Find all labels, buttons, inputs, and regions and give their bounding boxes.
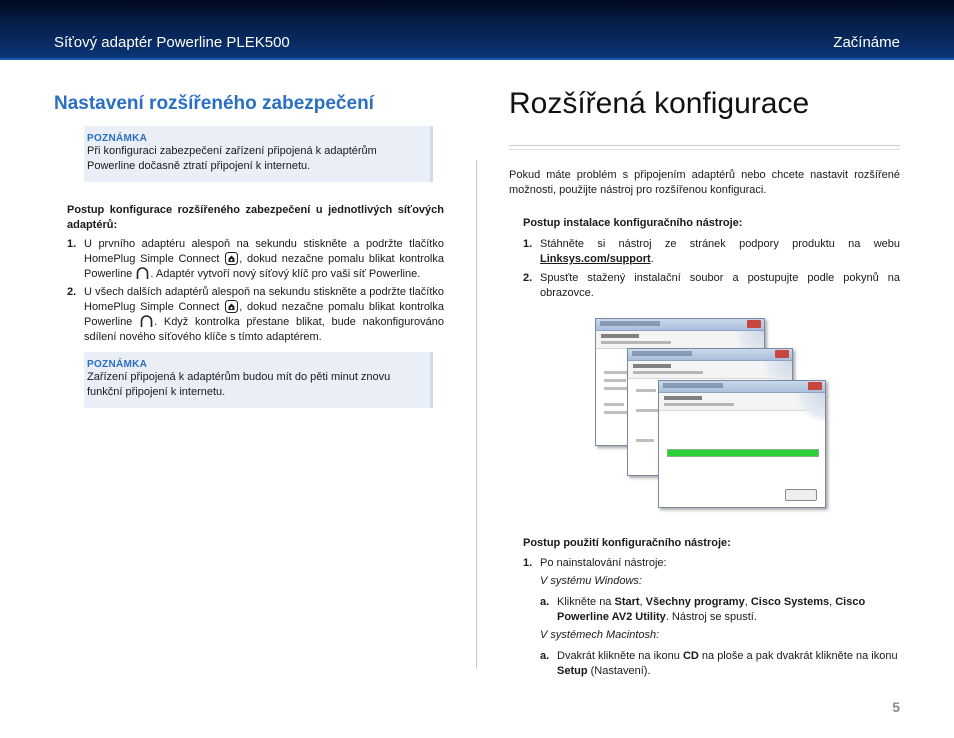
windows-label: V systému Windows: bbox=[540, 575, 642, 587]
sub-step-text: Dvakrát klikněte na ikonu CD na ploše a pak dvakrát klikněte na ikonu Setup (Nastavení). bbox=[557, 650, 898, 677]
powerline-light-icon bbox=[140, 315, 153, 328]
installer-screenshots bbox=[595, 318, 835, 514]
sub-list-item bbox=[540, 595, 900, 625]
procedure-title: Postup konfigurace rozšířeného zabezpečení u jednotlivých síťových adaptérů: bbox=[67, 204, 444, 231]
note-text bbox=[87, 144, 424, 174]
simple-connect-button-icon bbox=[225, 300, 238, 313]
step-number: 2. bbox=[523, 272, 533, 284]
list-item bbox=[67, 285, 444, 347]
list-item bbox=[523, 237, 900, 267]
column-divider bbox=[476, 160, 477, 668]
note-line: Powerline dočasně ztratí připojení k internetu. bbox=[87, 160, 311, 172]
use-heading: Postup použití konfiguračního nástroje: bbox=[523, 537, 731, 549]
note-text bbox=[87, 370, 424, 400]
sub-step-text: Klikněte na Start, Všechny programy, Cisco Systems, Cisco Powerline AV2 Utility. Nástroj se spustí. bbox=[557, 596, 866, 623]
page-title: Rozšířená konfigurace bbox=[509, 87, 810, 120]
sub-list-item bbox=[540, 649, 900, 679]
step-text: Po nainstalování nástroje: bbox=[540, 557, 667, 569]
powerline-light-icon bbox=[136, 267, 149, 280]
sub-step-letter: a. bbox=[540, 650, 550, 662]
note-box bbox=[84, 126, 433, 182]
step-number: 1. bbox=[67, 238, 77, 250]
cancel-button bbox=[785, 489, 817, 501]
document-title: Síťový adaptér Powerline PLEK500 bbox=[54, 34, 290, 51]
note-label: POZNÁMKA bbox=[87, 133, 148, 144]
step-number: 1. bbox=[523, 557, 533, 569]
intro-paragraph: Pokud máte problém s připojením adaptérů nebo chcete nastavit rozšířené možnosti, použijte nástroj pro rozšířenou konfiguraci. bbox=[509, 169, 900, 196]
section-heading: Nastavení rozšířeného zabezpečení bbox=[54, 93, 374, 114]
mac-label: V systémech Macintosh: bbox=[540, 629, 660, 641]
step-text: Spusťte stažený instalační soubor a postupujte podle pokynů na obrazovce. bbox=[540, 272, 900, 299]
simple-connect-button-icon bbox=[225, 252, 238, 265]
page-header bbox=[0, 0, 954, 60]
note-line: Zařízení připojená k adaptérům budou mít do pěti minut znovu bbox=[87, 371, 391, 383]
progress-bar bbox=[667, 449, 819, 457]
step-text: U prvního adaptéru alespoň na sekundu stiskněte a podržte tlačítko HomePlug Simple Connect , dokud nezačne pomalu blikat kontrolka Powerline . Adaptér vytvoří nový síťový klíč pro vaši síť Powerline. bbox=[84, 238, 444, 280]
step-number: 2. bbox=[67, 286, 77, 298]
step-text: Stáhněte si nástroj ze stránek podpory produktu na webu Linksys.com/support. bbox=[540, 238, 900, 265]
list-item bbox=[523, 271, 900, 301]
note-label: POZNÁMKA bbox=[87, 359, 148, 370]
step-text: U všech dalších adaptérů alespoň na sekundu stiskněte a podržte tlačítko HomePlug Simple Connect , dokud nezačne pomalu blikat kontrolka Powerline . Když kontrolka přestane blikat, bude nakonfigurováno sdílení nového síťového klíče s tímto adaptérem. bbox=[84, 286, 444, 343]
title-rule bbox=[509, 145, 900, 146]
note-line: Při konfiguraci zabezpečení zařízení připojená k adaptérům bbox=[87, 145, 377, 157]
section-title: Začínáme bbox=[833, 34, 900, 51]
sub-step-letter: a. bbox=[540, 596, 550, 608]
list-item bbox=[523, 556, 900, 572]
install-heading: Postup instalace konfiguračního nástroje: bbox=[523, 217, 743, 229]
note-line: funkční připojení k internetu. bbox=[87, 386, 226, 398]
list-item bbox=[67, 237, 444, 285]
support-link[interactable]: Linksys.com/support bbox=[540, 253, 651, 265]
step-number: 1. bbox=[523, 238, 533, 250]
title-rule bbox=[509, 149, 900, 150]
note-box bbox=[84, 352, 433, 408]
page-number: 5 bbox=[892, 699, 900, 715]
installer-window bbox=[658, 380, 826, 508]
